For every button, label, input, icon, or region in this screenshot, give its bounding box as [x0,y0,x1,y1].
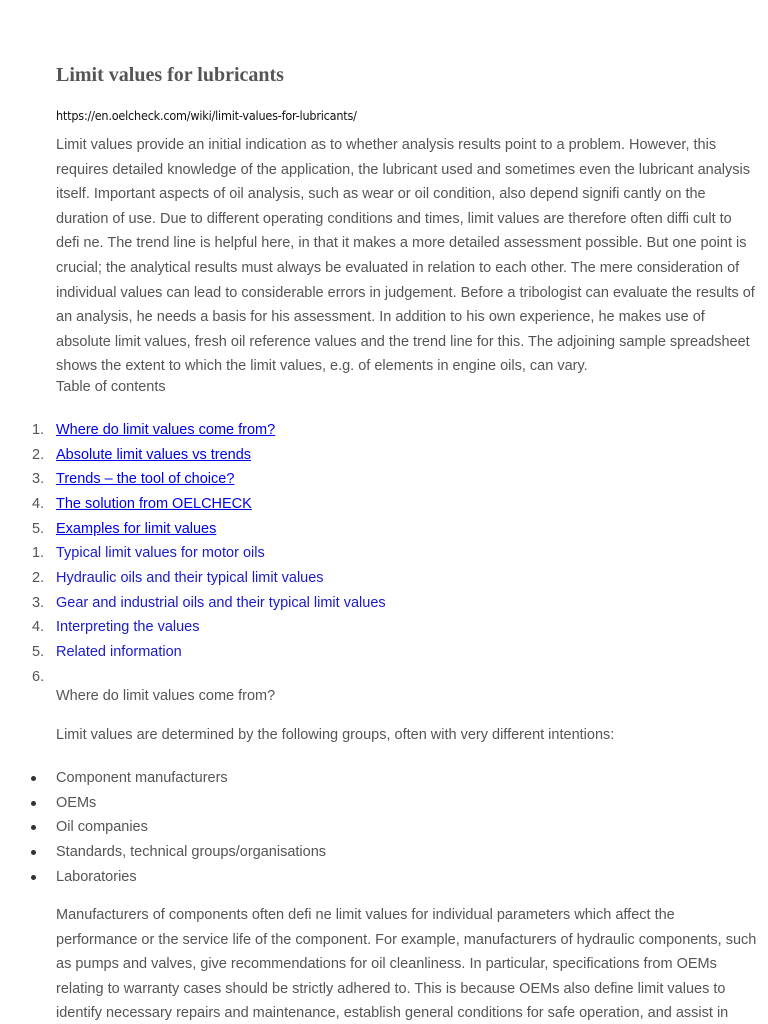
toc-item [0,566,768,591]
list-item [0,791,768,816]
toc-item [0,591,768,616]
toc-item [0,541,768,566]
toc-link-solution-oelcheck[interactable]: The solution from OELCHECK [56,495,252,512]
toc-number: 1. [32,545,45,562]
toc-number: 2. [32,446,45,463]
toc-number: 2. [32,569,45,586]
source-url: https://en.oelcheck.com/wiki/limit-values-for-lubricants/ [56,108,357,123]
body-paragraph: Manufacturers of components often defi ne limit values for individual parameters which affect the performance or the service life of the component. For example, manufacturers of hydraulic components, such as pumps and valves, give recommendations for oil cleanliness. In particular, specifications from OEMs relating to warranty cases should be strictly adhered to. This is because OEMs also define limit values to identify necessary repairs and maintenance, establish general conditions for safe operation, and assist in [56,907,757,1022]
bullet-icon [31,776,36,781]
toc-number: 1. [32,422,45,438]
toc-number: 5. [32,520,45,537]
toc-item [0,517,768,542]
toc-link-motor-oils[interactable]: Typical limit values for motor oils [56,545,265,562]
list-item-text: Oil companies [56,819,148,836]
intro-paragraph: Limit values provide an initial indication as to whether analysis results point to a problem. However, this requires detailed knowledge of the application, the lubricant used and sometimes even the lubricant analysis itself. Important aspects of oil analysis, such as wear or oil condition, also depend signifi cantly on the duration of use. Due to different operating conditions and times, limit values are therefore often diffi cult to defi ne. The trend line is helpful here, in that it makes a more detailed assessment possible. But one point is crucial; the analytical results must always be evaluated in relation to each other. The mere consideration of individual values can lead to considerable errors in judgement. Before a tribologist can evaluate the results of an analysis, he needs a basis for his assessment. In addition to his own experience, he makes use of absolute limit values, fresh oil reference values and the trend line for this. The adjoining sample spreadsheet shows the extent to which the limit values, e.g. of elements in engine oils, can vary. [56,137,755,375]
page-title: Limit values for lubricants [56,64,284,86]
toc-number: 4. [32,619,45,636]
toc-item [0,615,768,640]
toc-number: 3. [32,471,45,488]
toc-number: 3. [32,594,45,611]
table-of-contents [0,418,768,689]
toc-link-interpreting-values[interactable]: Interpreting the values [56,619,200,636]
toc-heading: Table of contents [56,379,166,395]
toc-number: 4. [32,495,45,512]
toc-link-where-limit-values-come-from[interactable]: Where do limit values come from? [56,422,276,438]
list-item [0,840,768,865]
section-heading: Where do limit values come from? [56,688,276,704]
toc-item [0,418,768,443]
toc-number: 5. [32,643,45,660]
toc-link-hydraulic-oils[interactable]: Hydraulic oils and their typical limit values [56,569,324,586]
toc-item [0,443,768,468]
list-item [0,766,768,791]
list-item [0,815,768,840]
list-item-text: Standards, technical groups/organisations [56,843,327,860]
toc-link-related-information[interactable]: Related information [56,643,182,660]
toc-link-absolute-vs-trends[interactable]: Absolute limit values vs trends [56,446,252,463]
toc-link-trends-tool[interactable]: Trends – the tool of choice? [56,471,235,488]
bullet-icon [31,801,36,806]
toc-link-gear-industrial-oils[interactable]: Gear and industrial oils and their typical limit values [56,594,386,611]
toc-link-examples[interactable]: Examples for limit values [56,520,217,537]
groups-list [0,766,768,889]
toc-item [0,665,768,690]
bullet-icon [31,825,36,830]
toc-item [0,492,768,517]
list-item-text: Component manufacturers [56,770,228,786]
toc-number: 6. [32,668,45,685]
toc-item [0,640,768,665]
toc-item [0,467,768,492]
section-intro: Limit values are determined by the following groups, often with very different intentions: [56,727,615,743]
bullet-icon [31,850,36,855]
bullet-icon [31,875,36,880]
list-item-text: OEMs [56,794,97,811]
list-item [0,865,768,890]
list-item-text: Laboratories [56,868,137,885]
